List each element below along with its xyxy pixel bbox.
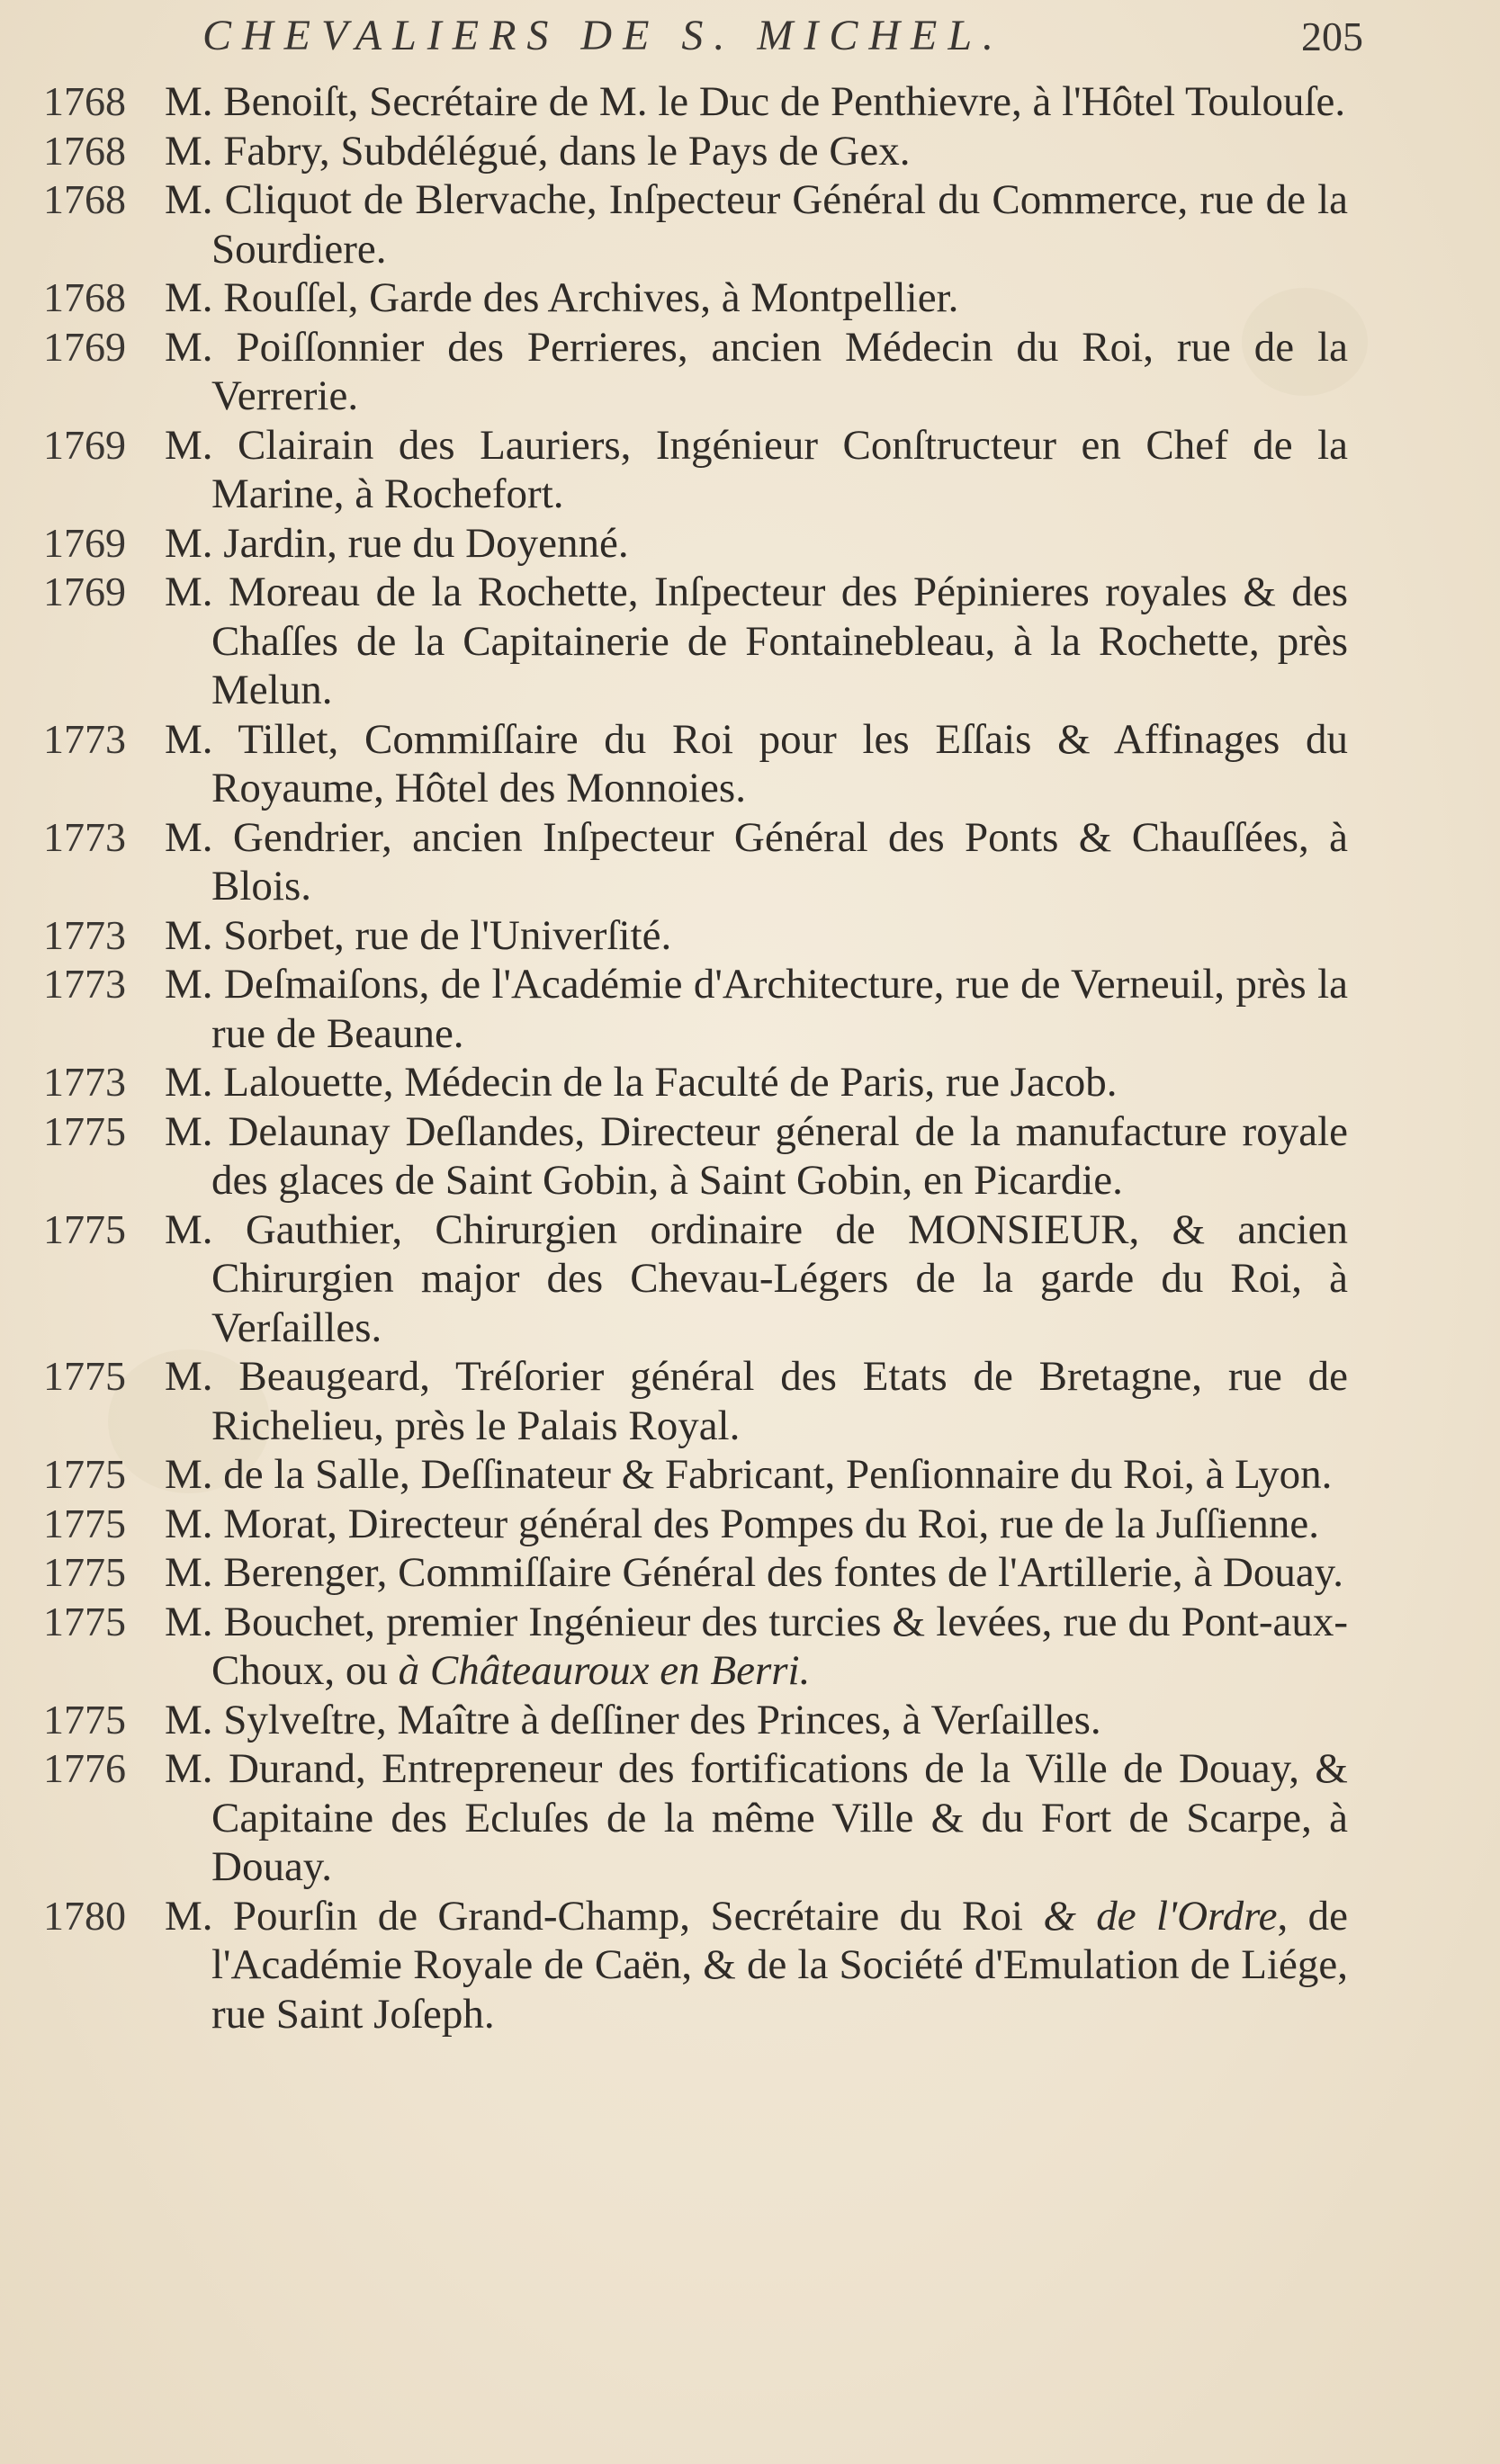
running-header — [202, 7, 1363, 70]
entry-text: M. Rouſſel, Garde des Archives, à Montpellier. — [165, 274, 959, 321]
list-item — [43, 1058, 1348, 1107]
entry-text: M. de la Salle, Deſſinateur & Fabricant, Penſionnaire du Roi, à Lyon. — [165, 1451, 1333, 1498]
entry-year: 1773 — [43, 715, 126, 762]
entry-text: M. Gauthier, Chirurgien ordinaire de MONSIEUR, & ancien Chirurgien major des Chevau-Légers de la garde du Roi, à Verſailles. — [165, 1205, 1348, 1351]
entry-year: 1776 — [43, 1745, 126, 1791]
list-item — [43, 273, 1348, 323]
entry-text: M. Delaunay Deſlandes, Directeur géneral de la manufacture royale des glaces de Saint Gobin, à Saint Gobin, en Picardie. — [165, 1107, 1348, 1204]
entry-year: 1773 — [43, 813, 126, 860]
list-item — [43, 1696, 1348, 1745]
list-item — [43, 1598, 1348, 1696]
entry-text: M. Clairain des Lauriers, Ingénieur Conſtructeur en Chef de la Marine, à Rochefort. — [165, 421, 1348, 517]
list-item — [43, 813, 1348, 911]
list-item — [43, 960, 1348, 1058]
entry-year: 1769 — [43, 569, 126, 614]
entry-text: M. Sorbet, rue de l'Univerſité. — [165, 911, 672, 959]
entry-year: 1775 — [43, 1353, 126, 1399]
entry-year: 1768 — [43, 176, 126, 222]
list-item — [43, 568, 1348, 715]
entry-year: 1768 — [43, 274, 126, 320]
entry-year: 1773 — [43, 1059, 126, 1105]
entry-text: M. Berenger, Commiſſaire Général des fontes de l'Artillerie, à Douay. — [165, 1549, 1343, 1596]
entry-text: M. Cliquot de Blervache, Inſpecteur Général du Commerce, rue de la Sourdiere. — [165, 176, 1348, 273]
list-item — [43, 421, 1348, 519]
list-item — [43, 1548, 1348, 1598]
list-item — [43, 323, 1348, 421]
entry-text: M. Pourſin de Grand-Champ, Secrétaire du Roi & de l'Ordre, de l'Académie Royale de Caën, & de la Société d'Emulation de Liége, rue Saint Joſeph. — [165, 1892, 1348, 2038]
list-item — [43, 911, 1348, 961]
list-item — [43, 715, 1348, 813]
entry-year: 1775 — [43, 1696, 126, 1743]
list-item — [43, 1205, 1348, 1353]
entry-text: M. Bouchet, premier Ingénieur des turcies & levées, rue du Pont-aux-Choux, ou à Châteauroux en Berri. — [165, 1598, 1348, 1694]
entry-year: 1775 — [43, 1598, 126, 1644]
entry-year: 1773 — [43, 911, 126, 958]
entry-year: 1768 — [43, 78, 126, 124]
entry-text: M. Lalouette, Médecin de la Faculté de Paris, rue Jacob. — [165, 1059, 1118, 1106]
list-item — [43, 1107, 1348, 1205]
entry-text: M. Beaugeard, Tréſorier général des Etats de Bretagne, rue de Richelieu, près le Palais Royal. — [165, 1353, 1348, 1449]
entry-text: M. Benoiſt, Secrétaire de M. le Duc de Penthievre, à l'Hôtel Toulouſe. — [165, 78, 1346, 125]
entry-text: M. Jardin, rue du Doyenné. — [165, 519, 629, 567]
entry-text: M. Sylveſtre, Maître à deſſiner des Princes, à Verſailles. — [165, 1696, 1101, 1743]
entry-text: M. Durand, Entrepreneur des fortifications de la Ville de Douay, & Capitaine des Ecluſes de la même Ville & du Fort de Scarpe, à Douay. — [165, 1745, 1348, 1890]
list-item — [43, 1744, 1348, 1892]
entry-text: M. Fabry, Subdélégué, dans le Pays de Gex. — [165, 127, 911, 175]
entry-text: M. Morat, Directeur général des Pompes du Roi, rue de la Juſſienne. — [165, 1500, 1320, 1547]
entry-year: 1775 — [43, 1500, 126, 1546]
entry-year: 1773 — [43, 961, 126, 1007]
entry-text: M. Poiſſonnier des Perrieres, ancien Médecin du Roi, rue de la Verrerie. — [165, 323, 1348, 419]
list-item — [43, 1892, 1348, 2039]
list-item — [43, 1352, 1348, 1450]
list-item — [43, 519, 1348, 569]
entry-year: 1775 — [43, 1205, 126, 1252]
entry-year: 1768 — [43, 127, 126, 174]
entry-year: 1780 — [43, 1892, 126, 1939]
member-list — [43, 77, 1348, 2038]
entry-year: 1775 — [43, 1107, 126, 1154]
list-item — [43, 77, 1348, 127]
entry-year: 1769 — [43, 519, 126, 566]
list-item — [43, 1450, 1348, 1500]
page-title: CHEVALIERS DE S. MICHEL. — [202, 12, 1005, 59]
list-item — [43, 127, 1348, 176]
entry-year: 1769 — [43, 421, 126, 468]
entry-year: 1775 — [43, 1549, 126, 1595]
entry-text: M. Moreau de la Rochette, Inſpecteur des Pépinieres royales & des Chaſſes de la Capitainerie de Fontainebleau, à la Rochette, près Melun. — [165, 569, 1348, 713]
list-item — [43, 175, 1348, 273]
entry-text: M. Tillet, Commiſſaire du Roi pour les Eſſais & Affinages du Royaume, Hôtel des Monnoies. — [165, 715, 1348, 811]
entry-text: M. Gendrier, ancien Inſpecteur Général des Ponts & Chauſſées, à Blois. — [165, 813, 1348, 909]
entry-text: M. Deſmaiſons, de l'Académie d'Architecture, rue de Verneuil, près la rue de Beaune. — [165, 961, 1348, 1057]
entry-year: 1775 — [43, 1451, 126, 1497]
list-item — [43, 1500, 1348, 1549]
page-number: 205 — [1301, 13, 1363, 59]
entry-year: 1769 — [43, 323, 126, 370]
